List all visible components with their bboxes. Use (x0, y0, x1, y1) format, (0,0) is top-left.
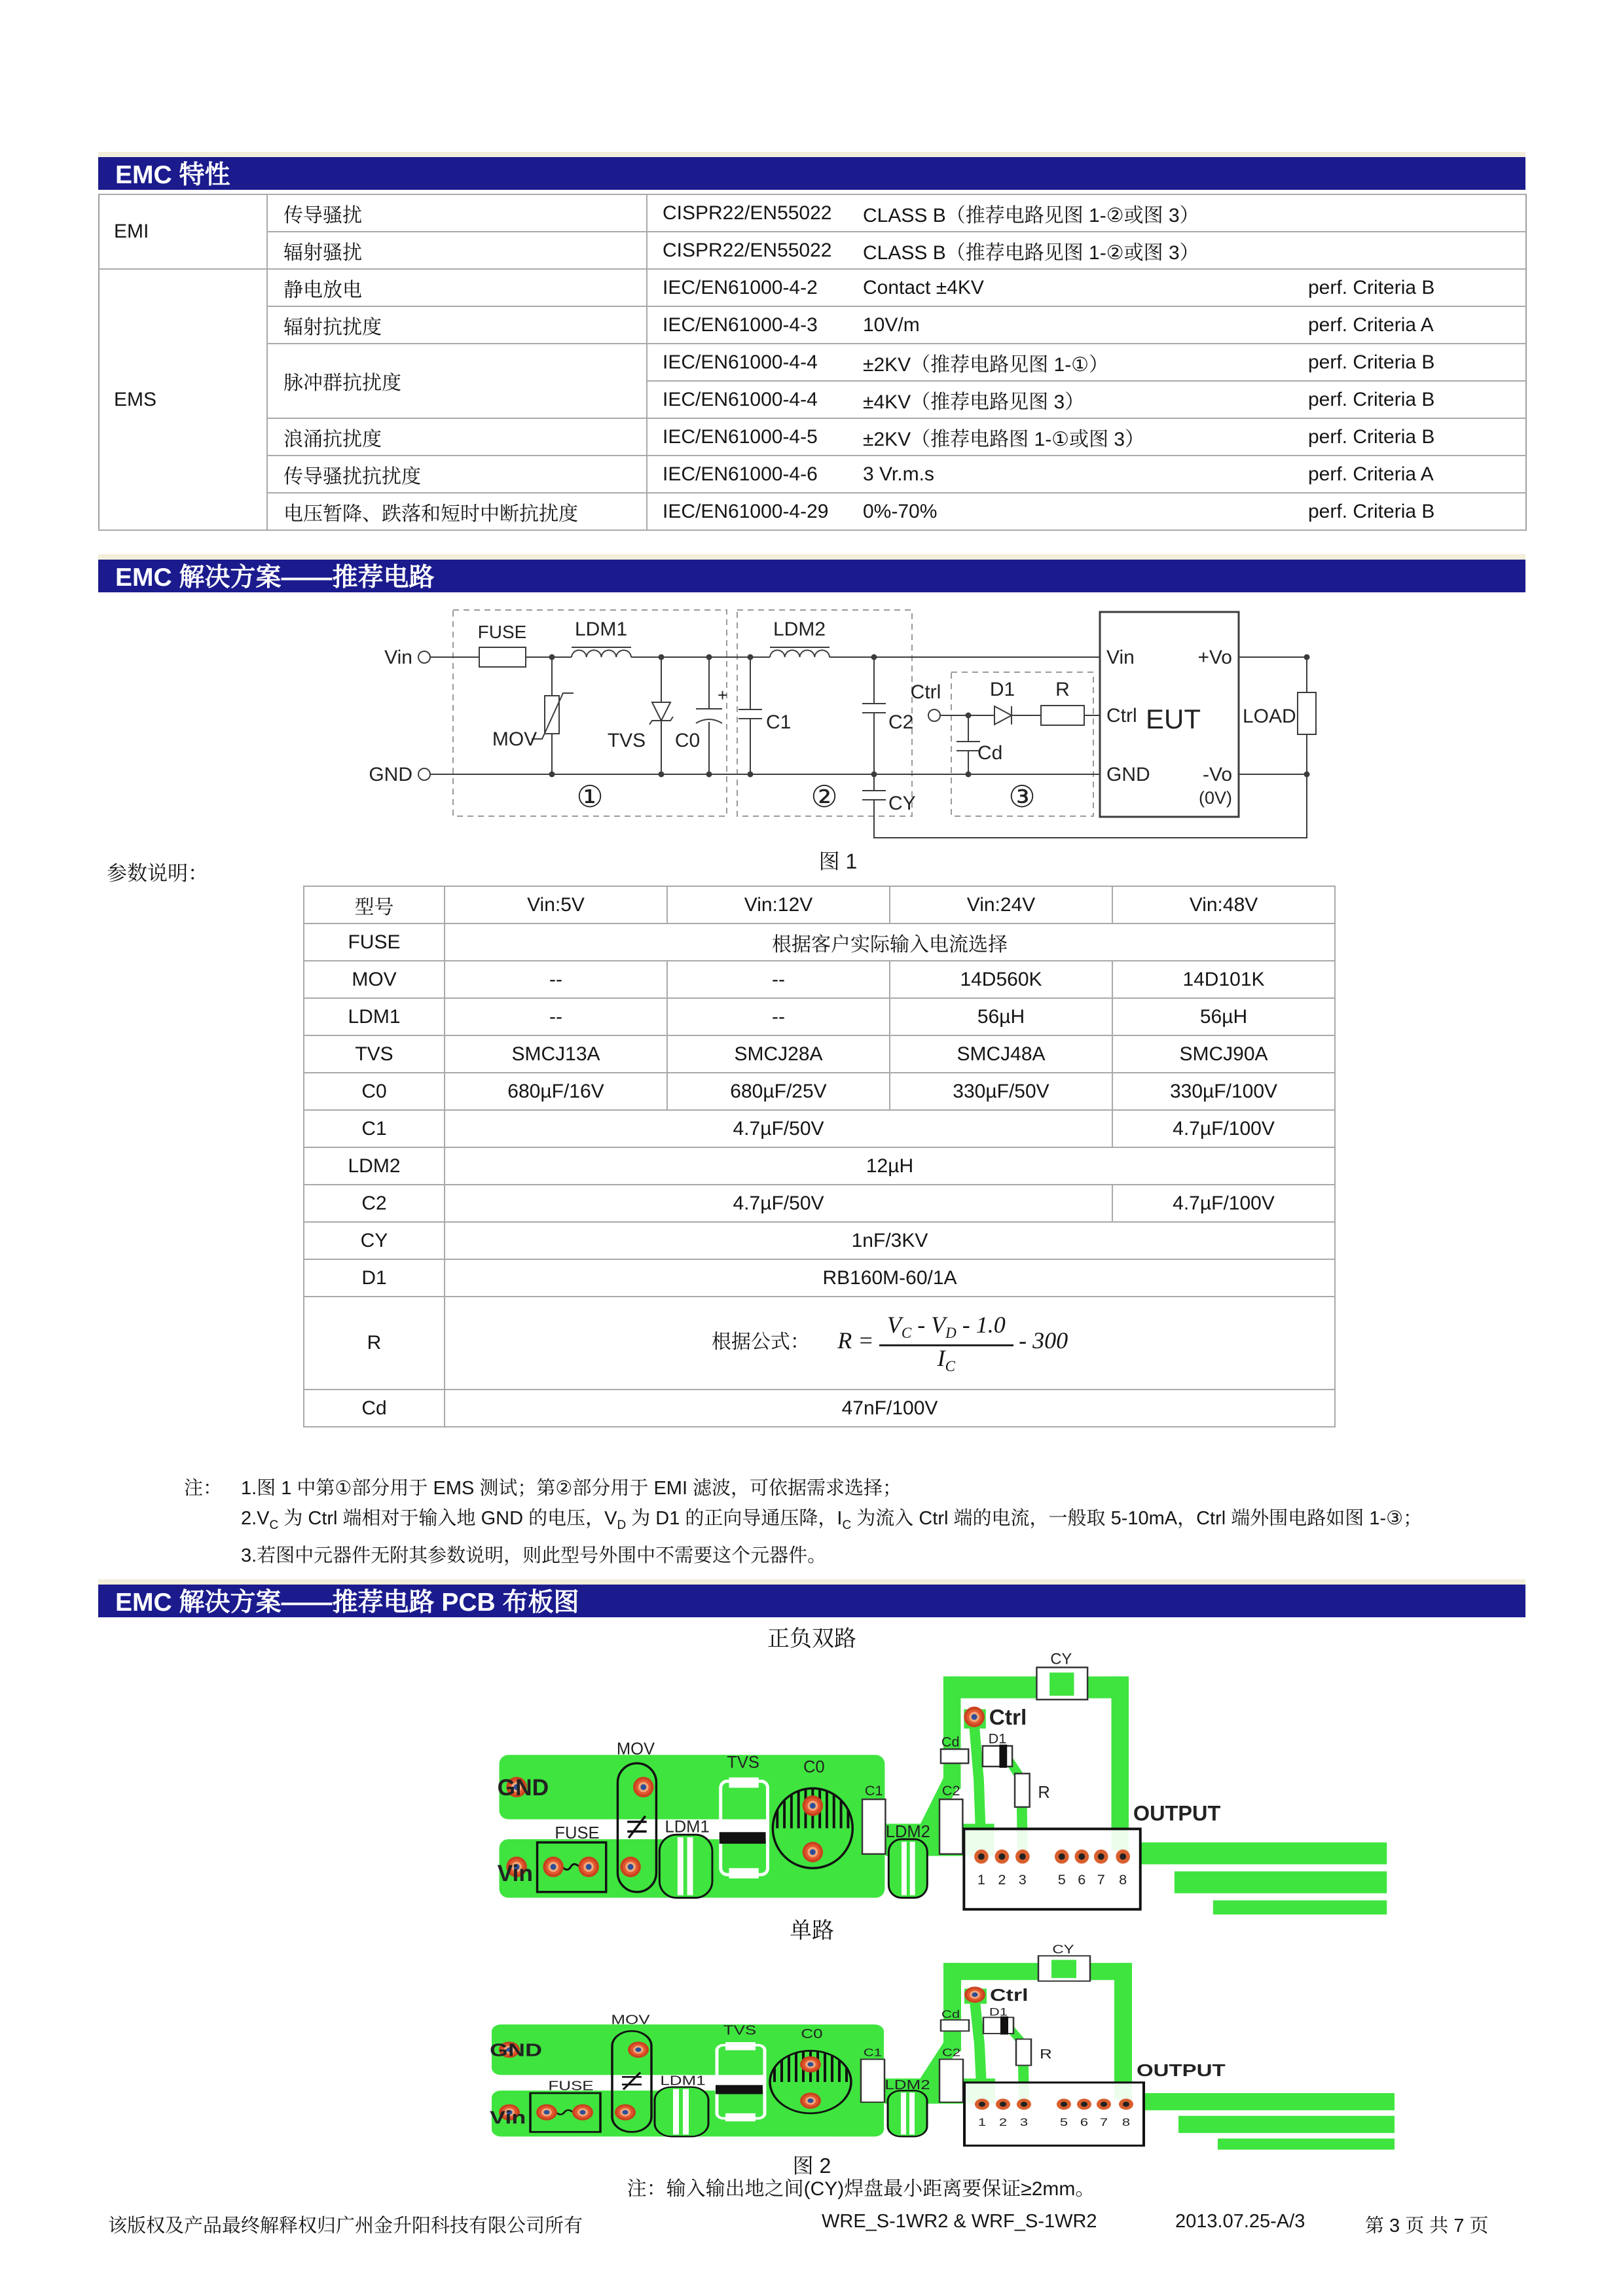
param-intro-label: 参数说明： (107, 862, 208, 885)
pcb-cd-body (941, 2020, 969, 2031)
table-row: TVS SMCJ13A SMCJ28A SMCJ48A SMCJ90A (304, 1035, 1335, 1073)
pcb-c2-body (939, 1799, 962, 1854)
footer-page-number: 第 3 页 共 7 页 (1365, 2215, 1489, 2236)
r-label: R (1055, 679, 1070, 700)
pcb-cd-label: Cd (941, 2008, 960, 2021)
section-1-marker: ① (576, 780, 604, 814)
pcb-tvs-label: TVS (723, 2022, 757, 2037)
ctrl-label: Ctrl (910, 681, 941, 703)
pcb-ldm2-outline (888, 2090, 927, 2136)
gnd-label: GND (369, 764, 412, 785)
pcb-ctrl-label: Ctrl (990, 1986, 1029, 2005)
d1-label: D1 (989, 679, 1015, 700)
fuse-symbol (479, 647, 526, 667)
svg-text:1: 1 (977, 1871, 985, 1888)
notes (98, 1473, 1525, 1571)
pcb-vin-label: Vin (490, 2107, 526, 2128)
svg-text:3: 3 (1018, 1871, 1027, 1888)
pcb-cy-label: CY (1050, 1651, 1072, 1668)
pcb-cy-label: CY (1052, 1943, 1074, 1956)
circuit-schematic (347, 600, 1329, 842)
pcb-fuse-label: FUSE (555, 1823, 600, 1842)
pcb-caption-single: 单路 (790, 1918, 834, 1943)
r-formula-label: 根据公式： (711, 1331, 810, 1353)
pcb-ldm2-outline (888, 1839, 927, 1897)
pcb-layout-dual (484, 1651, 1395, 1918)
ldm2-symbol (770, 647, 830, 657)
svg-text:5: 5 (1057, 1871, 1066, 1888)
pcb-cd-body (941, 1749, 968, 1763)
pcb-output-label: OUTPUT (1133, 1801, 1221, 1825)
mov-label: MOV (492, 728, 538, 750)
eut-pvo-pin-label: +Vo (1197, 647, 1232, 668)
eut-gnd-pin-label: GND (1106, 764, 1150, 785)
circuit-figure (107, 600, 1329, 885)
ctrl-terminal (928, 709, 940, 721)
pcb-tvs-body (716, 2085, 763, 2094)
r-formula-tail: - 300 (1019, 1327, 1068, 1354)
pcb-ldm1-label: LDM1 (660, 2073, 706, 2088)
notes-lines (241, 1473, 1525, 1571)
table-row: D1 RB160M-60/1A (304, 1259, 1335, 1297)
ldm1-label: LDM1 (574, 619, 628, 640)
table-row: R 根据公式： R = $\frac{V_C - V_D - 1.0}{I_C}$ - 300 (304, 1297, 1335, 1390)
emc-group-ems: EMS (99, 269, 267, 530)
section-bar-pcb (98, 1579, 1525, 1617)
figure-1-caption-row (107, 842, 1329, 885)
cy-label: CY (888, 793, 916, 814)
pcb-caption-dual: 正负双路 (767, 1626, 856, 1651)
table-row: 电压暂降、跌落和短时中断抗扰度 IEC/EN61000-4-29 0%-70% perf. Criteria B (99, 493, 1526, 530)
emc-group-emi: EMI (99, 194, 267, 269)
d1-symbol (994, 706, 1012, 725)
table-row: LDM2 12µH (304, 1147, 1335, 1185)
figure-2-caption: 图 2 (792, 2153, 831, 2178)
table-row: IEC/EN61000-4-4 ±4KV（推荐电路见图 3） perf. Criteria B (99, 381, 1526, 418)
page-content (98, 152, 1525, 2236)
pcb-fuse-label: FUSE (548, 2078, 594, 2093)
load-label: LOAD (1243, 706, 1296, 727)
parameter-table (303, 886, 1336, 1427)
pcb-ldm1-label: LDM1 (665, 1818, 710, 1837)
tvs-label: TVS (607, 730, 646, 751)
pcb-output-label: OUTPUT (1137, 2061, 1226, 2080)
section-title-solution: EMC 解决方案——推荐电路 (115, 564, 435, 592)
pcb-gnd-label: GND (490, 2039, 542, 2060)
svg-text:2: 2 (998, 2116, 1008, 2129)
pcb-gnd-label: GND (497, 1775, 549, 1801)
table-row: EMI 传导骚扰 CISPR22/EN55022 CLASS B（推荐电路见图 1-②或图 3） (99, 194, 1526, 232)
r-symbol (1041, 706, 1084, 725)
pcb-c2-body (939, 2059, 963, 2102)
svg-text:8: 8 (1119, 1871, 1127, 1888)
table-row: 辐射骚扰 CISPR22/EN55022 CLASS B（推荐电路见图 1-②或图 3） (99, 232, 1526, 269)
note-line-2: $2.V_C$ 为 Ctrl 端相对于输入地 GND 的电压，$V_D$ 为 D1 的正向导通压降，$I_C$ 为流入 Ctrl 端的电流，一般取 5-10mA，Ctrl 端外围电路如图 1-③； (241, 1508, 1423, 1532)
pcb-d1-body (983, 2017, 1013, 2034)
footer-model: WRE_S-1WR2 & WRF_S-1WR2 (822, 2211, 1097, 2232)
section-3-marker: ③ (1008, 780, 1036, 814)
pcb-mov-label: MOV (616, 1740, 655, 1759)
svg-text:6: 6 (1078, 1871, 1086, 1888)
svg-text:5: 5 (1059, 2116, 1068, 2129)
pcb-ldm2-label: LDM2 (884, 2077, 930, 2092)
table-row: 脉冲群抗扰度 IEC/EN61000-4-4 ±2KV（推荐电路见图 1-①） perf. Criteria B (99, 344, 1526, 381)
eut-vin-pin-label: Vin (1106, 647, 1135, 668)
section-title-emc: EMC 特性 (115, 161, 230, 189)
c2-symbol (862, 657, 886, 774)
eut-nvo-pin-label: -Vo (1202, 764, 1232, 785)
figure-1-caption: 图 1 (818, 850, 858, 873)
load-symbol (1298, 692, 1316, 734)
eut-label: EUT (1146, 704, 1201, 734)
ldm1-symbol (572, 647, 631, 657)
vin-terminal (418, 651, 430, 663)
table-row: Cd 47nF/100V (304, 1390, 1335, 1427)
pcb-ldm2-label: LDM2 (885, 1822, 930, 1841)
pcb-c1-label: C1 (863, 2046, 883, 2059)
note-line-1: 1.图 1 中第①部分用于 EMS 测试；第②部分用于 EMI 滤波，可依据需求选择； (241, 1478, 902, 1499)
svg-text:2: 2 (998, 1871, 1006, 1888)
c1-label: C1 (766, 711, 792, 733)
fuse-label: FUSE (477, 622, 527, 642)
ldm2-label: LDM2 (773, 619, 826, 640)
table-row: 型号 Vin:5V Vin:12V Vin:24V Vin:48V (304, 886, 1335, 924)
c0-plus-label: + (718, 685, 728, 705)
c0-label: C0 (674, 730, 701, 751)
pcb-figure-dual (484, 1651, 1395, 1918)
svg-text:7: 7 (1097, 1871, 1105, 1888)
table-row: C1 4.7µF/50V 4.7µF/100V (304, 1110, 1335, 1147)
svg-text:6: 6 (1080, 2116, 1089, 2129)
cd-symbol (957, 715, 980, 774)
table-row: C0 680µF/16V 680µF/25V 330µF/50V 330µF/100V (304, 1073, 1335, 1110)
section-bar-solution (98, 554, 1525, 592)
table-row: 辐射抗扰度 IEC/EN61000-4-3 10V/m perf. Criteria A (99, 306, 1526, 344)
table-row: LDM1 -- -- 56µH 56µH (304, 998, 1335, 1035)
section-bar-emc (98, 152, 1525, 190)
pcb-vin-label: Vin (497, 1860, 533, 1886)
pcb-tvs-body (720, 1832, 766, 1844)
pcb-ldm1-outline (659, 1835, 712, 1897)
pcb-cd-label: Cd (941, 1733, 960, 1750)
svg-text:1: 1 (977, 2116, 987, 2129)
pcb-c1-body (861, 2059, 884, 2102)
footer-version: 2013.07.25-A/3 (1175, 2211, 1305, 2232)
c0-symbol (696, 657, 722, 774)
table-row: MOV -- -- 14D560K 14D101K (304, 961, 1335, 998)
pcb-r-body (1015, 1774, 1030, 1807)
gnd-terminal (418, 768, 430, 780)
pcb-mov-label: MOV (611, 2012, 650, 2027)
svg-text:7: 7 (1099, 2116, 1108, 2129)
vin-label: Vin (384, 647, 412, 668)
pcb-c2-label: C2 (941, 2046, 961, 2059)
pcb-d1-label: D1 (989, 2005, 1008, 2018)
footer-copyright: 该版权及产品最终解释权归广州金升阳科技有限公司所有 (108, 2215, 583, 2236)
table-row: C2 4.7µF/50V 4.7µF/100V (304, 1185, 1335, 1222)
notes-prefix: 注： (184, 1478, 223, 1499)
tvs-symbol (649, 702, 673, 725)
pcb-figure-single (484, 1943, 1395, 2153)
pcb-r-body (1016, 2039, 1031, 2065)
pcb-output-connector (964, 1829, 1140, 1909)
pcb-c0-label: C0 (801, 2026, 823, 2041)
note-line-3: 3.若图中元器件无附其参数说明，则此型号外围中不需要这个元器件。 (241, 1545, 827, 1566)
pcb-r-label: R (1038, 1783, 1050, 1802)
emc-characteristics-table (98, 194, 1527, 531)
svg-text:8: 8 (1122, 2116, 1131, 2129)
pcb-ldm1-outline (655, 2087, 708, 2137)
pcb-c1-label: C1 (864, 1782, 883, 1799)
pcb-output-connector (964, 2083, 1144, 2145)
svg-text:3: 3 (1019, 2116, 1029, 2129)
table-row: 传导骚扰抗扰度 IEC/EN61000-4-6 3 Vr.m.s perf. Criteria A (99, 456, 1526, 493)
section-2-marker: ② (811, 780, 838, 814)
eut-0v-label: (0V) (1198, 788, 1232, 808)
r-formula-fraction: $\frac{V_C - V_D - 1.0}{I_C}$ (879, 1312, 1013, 1374)
pcb-tvs-label: TVS (727, 1753, 759, 1772)
pcb-d1-label: D1 (988, 1730, 1007, 1747)
pcb-c1-body (862, 1799, 885, 1854)
pcb-layout-single (484, 1943, 1395, 2153)
r-formula: R = (837, 1327, 874, 1354)
table-row: 浪涌抗扰度 IEC/EN61000-4-5 ±2KV（推荐电路图 1-①或图 3） perf. Criteria B (99, 418, 1526, 456)
pcb-c0-label: C0 (803, 1757, 825, 1776)
cy-clearance-note: 注：输入输出地之间(CY)焊盘最小距离要保证≥2mm。 (627, 2178, 1095, 2200)
pcb-r-label: R (1040, 2046, 1052, 2061)
section-title-pcb: EMC 解决方案——推荐电路 PCB 布板图 (115, 1588, 579, 1617)
table-row: CY 1nF/3KV (304, 1222, 1335, 1259)
table-row: EMS 静电放电 IEC/EN61000-4-2 Contact ±4KV perf. Criteria B (99, 269, 1526, 306)
pcb-d1-body (983, 1746, 1012, 1766)
eut-ctrl-pin-label: Ctrl (1106, 705, 1137, 726)
table-row: FUSE 根据客户实际输入电流选择 (304, 924, 1335, 961)
r-formula-cell (445, 1297, 1335, 1390)
cd-label: Cd (977, 742, 1003, 764)
cy-symbol (862, 774, 1307, 838)
c1-symbol (739, 657, 762, 774)
pcb-ctrl-label: Ctrl (989, 1705, 1027, 1730)
c2-label: C2 (888, 711, 914, 733)
pcb-c2-label: C2 (941, 1782, 960, 1799)
